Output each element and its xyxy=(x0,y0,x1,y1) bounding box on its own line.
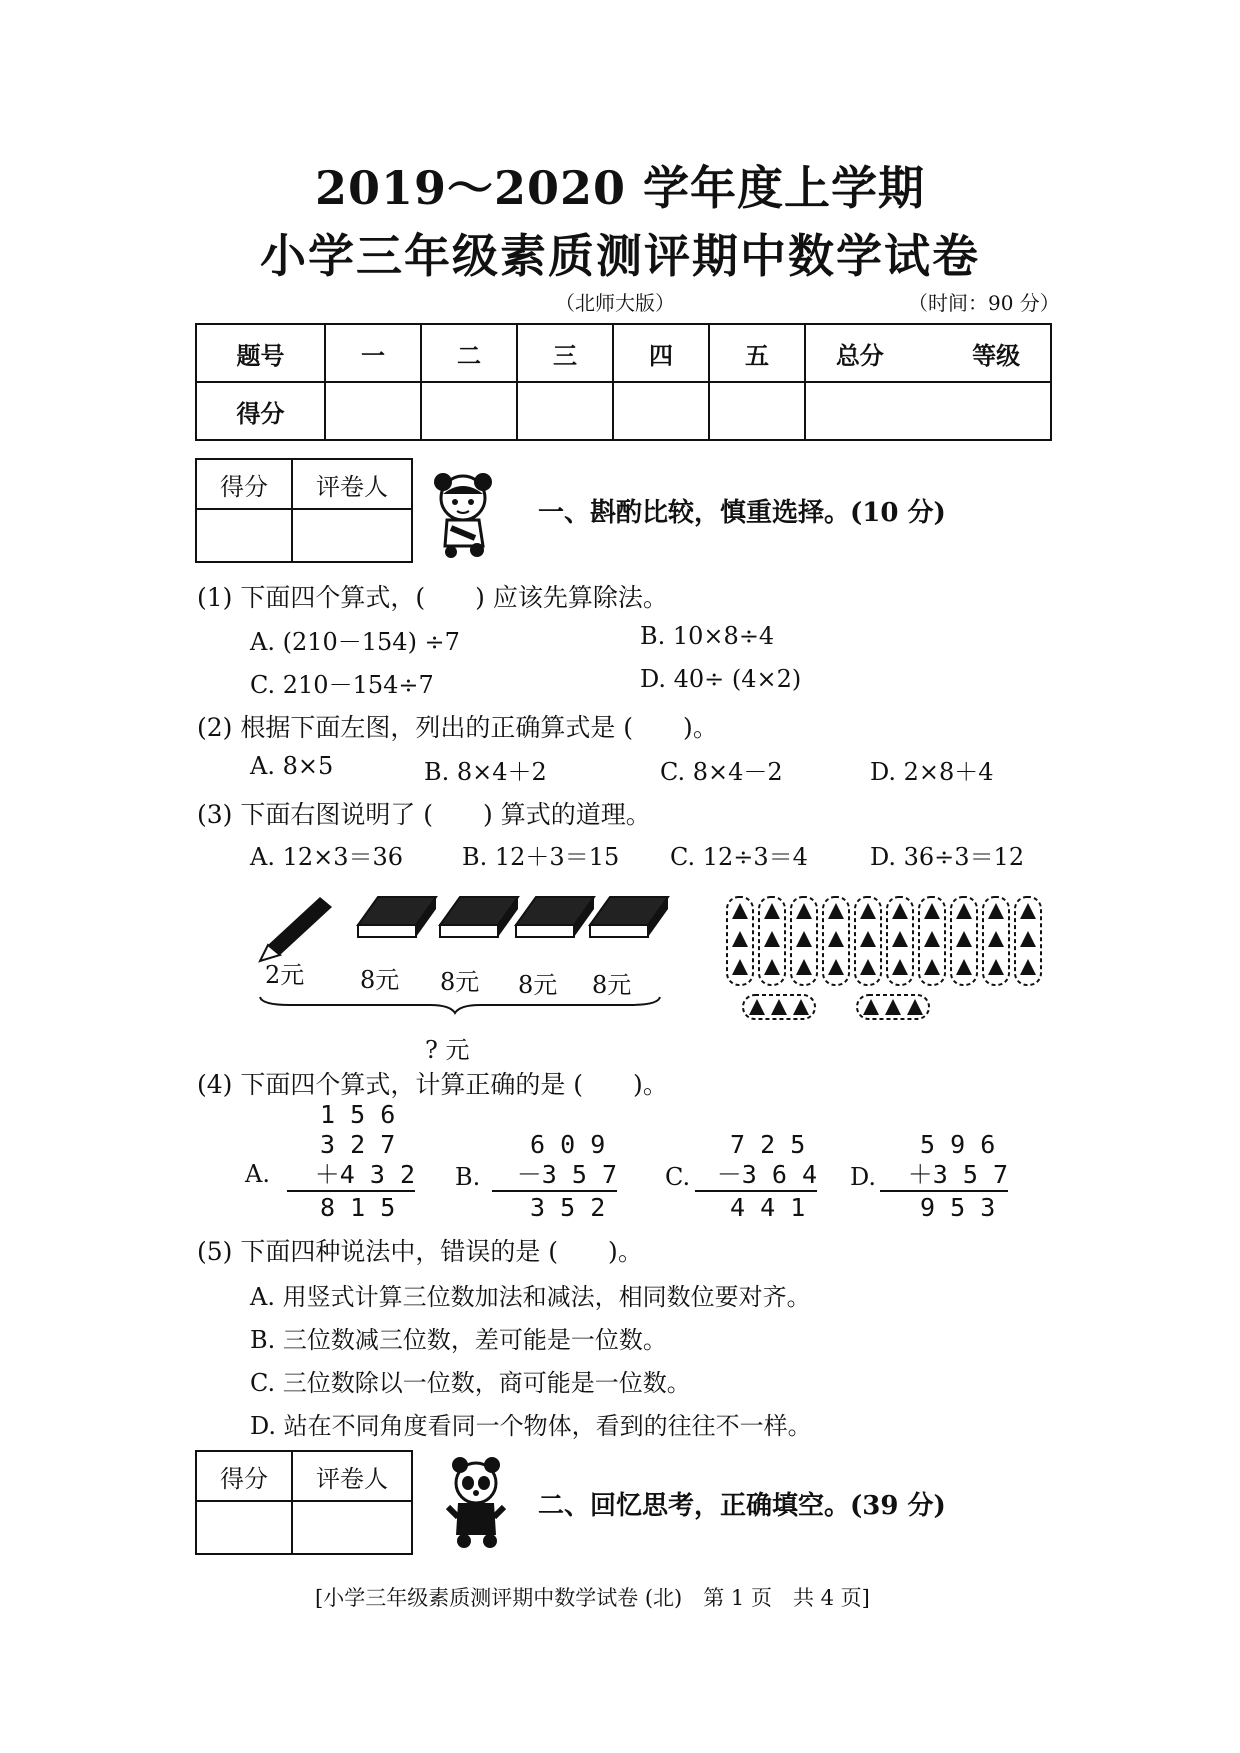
time-label: （时间：90 分） xyxy=(908,291,1060,315)
score-cell[interactable] xyxy=(613,382,709,440)
book-icon xyxy=(440,897,518,937)
pencil-icon xyxy=(260,897,332,961)
price-label: 8元 xyxy=(592,971,632,999)
grader-box-section1 xyxy=(195,458,413,563)
q1-stem: (1) 下面四个算式，( ) 应该先算除法。 xyxy=(197,583,668,612)
q2-option-b: B. 8×4＋2 xyxy=(424,758,547,786)
q5-option-b: B. 三位数减三位数，差可能是一位数。 xyxy=(250,1326,667,1354)
grader-name-label: 评卷人 xyxy=(292,1451,412,1501)
score-table-header: 三 xyxy=(517,324,613,382)
score-table-header: 五 xyxy=(709,324,805,382)
grader-name-label: 评卷人 xyxy=(292,459,412,509)
price-label: 8元 xyxy=(518,971,558,999)
q3-option-d: D. 36÷3＝12 xyxy=(870,843,1025,871)
q4-d-result: 9 5 3 xyxy=(920,1193,996,1222)
q4-option-b-label: B. xyxy=(455,1163,481,1191)
q4-b-minuend: 6 0 9 xyxy=(530,1130,606,1159)
grader-score-label: 得分 xyxy=(196,1451,292,1501)
page-footer: [小学三年级素质测评期中数学试卷 (北) 第 1 页 共 4 页] xyxy=(315,1586,870,1610)
score-table-header: 四 xyxy=(613,324,709,382)
q2-option-a: A. 8×5 xyxy=(250,752,334,780)
exam-title-line1: 2019～2020 学年度上学期 xyxy=(314,161,926,215)
price-label: 2元 xyxy=(265,961,305,989)
score-cell-total[interactable] xyxy=(805,382,1051,440)
score-table-header: 总分 xyxy=(835,340,884,370)
grader-name-cell[interactable] xyxy=(292,1501,412,1554)
q3-stem: (3) 下面右图说明了 ( ) 算式的道理。 xyxy=(197,800,651,829)
score-table-total-grade xyxy=(805,324,1051,382)
total-price-label: ? 元 xyxy=(425,1036,470,1064)
score-table-header: 等级 xyxy=(972,340,1021,370)
q2-stem: (2) 根据下面左图，列出的正确算式是 ( )。 xyxy=(197,713,718,742)
q4-a-addend3: ＋4 3 2 xyxy=(287,1160,415,1192)
edition-label: （北师大版） xyxy=(555,291,675,315)
grader-score-cell[interactable] xyxy=(196,1501,292,1554)
score-cell[interactable] xyxy=(709,382,805,440)
book-icon xyxy=(516,897,594,937)
q4-b-result: 3 5 2 xyxy=(530,1193,606,1222)
book-icon xyxy=(358,897,436,937)
q5-option-c: C. 三位数除以一位数，商可能是一位数。 xyxy=(250,1369,691,1397)
q4-c-result: 4 4 1 xyxy=(730,1193,806,1222)
price-label: 8元 xyxy=(360,966,400,994)
q4-a-result: 8 1 5 xyxy=(320,1193,396,1222)
q4-a-addend1: 1 5 6 xyxy=(320,1100,396,1129)
q4-option-a-label: A. xyxy=(245,1160,270,1188)
q4-b-subtrahend: －3 5 7 xyxy=(492,1160,617,1192)
q1-option-d: D. 40÷ (4×2) xyxy=(640,665,802,693)
grader-box-section2 xyxy=(195,1450,413,1555)
score-cell[interactable] xyxy=(517,382,613,440)
q4-c-subtrahend: －3 6 4 xyxy=(695,1160,817,1192)
book-icon xyxy=(590,897,668,937)
score-cell[interactable] xyxy=(325,382,421,440)
score-table-header: 题号 xyxy=(196,324,325,382)
price-label: 8元 xyxy=(440,968,480,996)
q3-option-b: B. 12＋3＝15 xyxy=(462,843,620,871)
grader-name-cell[interactable] xyxy=(292,509,412,562)
q2-option-d: D. 2×8＋4 xyxy=(870,758,994,786)
q5-option-d: D. 站在不同角度看同一个物体，看到的往往不一样。 xyxy=(250,1412,812,1440)
q3-option-c: C. 12÷3＝4 xyxy=(670,843,808,871)
q3-option-a: A. 12×3＝36 xyxy=(250,843,404,871)
grader-score-cell[interactable] xyxy=(196,509,292,562)
score-row-label: 得分 xyxy=(196,382,325,440)
score-table xyxy=(195,323,1052,441)
score-cell[interactable] xyxy=(421,382,517,440)
q4-a-addend2: 3 2 7 xyxy=(320,1130,396,1159)
q4-stem: (4) 下面四个算式，计算正确的是 ( )。 xyxy=(197,1070,668,1099)
exam-title-line2: 小学三年级素质测评期中数学试卷 xyxy=(260,229,980,283)
q4-option-d-label: D. xyxy=(850,1163,877,1191)
mascot-girl-illustration xyxy=(425,468,505,560)
q4-option-c-label: C. xyxy=(665,1163,691,1191)
q4-c-minuend: 7 2 5 xyxy=(730,1130,806,1159)
score-table-header: 一 xyxy=(325,324,421,382)
section1-title: 一、斟酌比较，慎重选择。(10 分) xyxy=(538,498,946,528)
figure-triangle-groups xyxy=(725,895,1050,1030)
mascot-panda-illustration xyxy=(440,1455,512,1550)
q1-option-a: A. (210－154) ÷7 xyxy=(250,628,460,656)
q1-option-c: C. 210－154÷7 xyxy=(250,671,434,699)
q4-d-addend2: ＋3 5 7 xyxy=(880,1160,1008,1192)
q5-stem: (5) 下面四种说法中，错误的是 ( )。 xyxy=(197,1237,643,1266)
q1-option-b: B. 10×8÷4 xyxy=(640,622,775,650)
q4-d-addend1: 5 9 6 xyxy=(920,1130,996,1159)
section2-title: 二、回忆思考，正确填空。(39 分) xyxy=(538,1491,946,1521)
q2-option-c: C. 8×4－2 xyxy=(660,758,783,786)
score-table-header: 二 xyxy=(421,324,517,382)
q5-option-a: A. 用竖式计算三位数加法和减法，相同数位要对齐。 xyxy=(250,1283,811,1311)
grader-score-label: 得分 xyxy=(196,459,292,509)
